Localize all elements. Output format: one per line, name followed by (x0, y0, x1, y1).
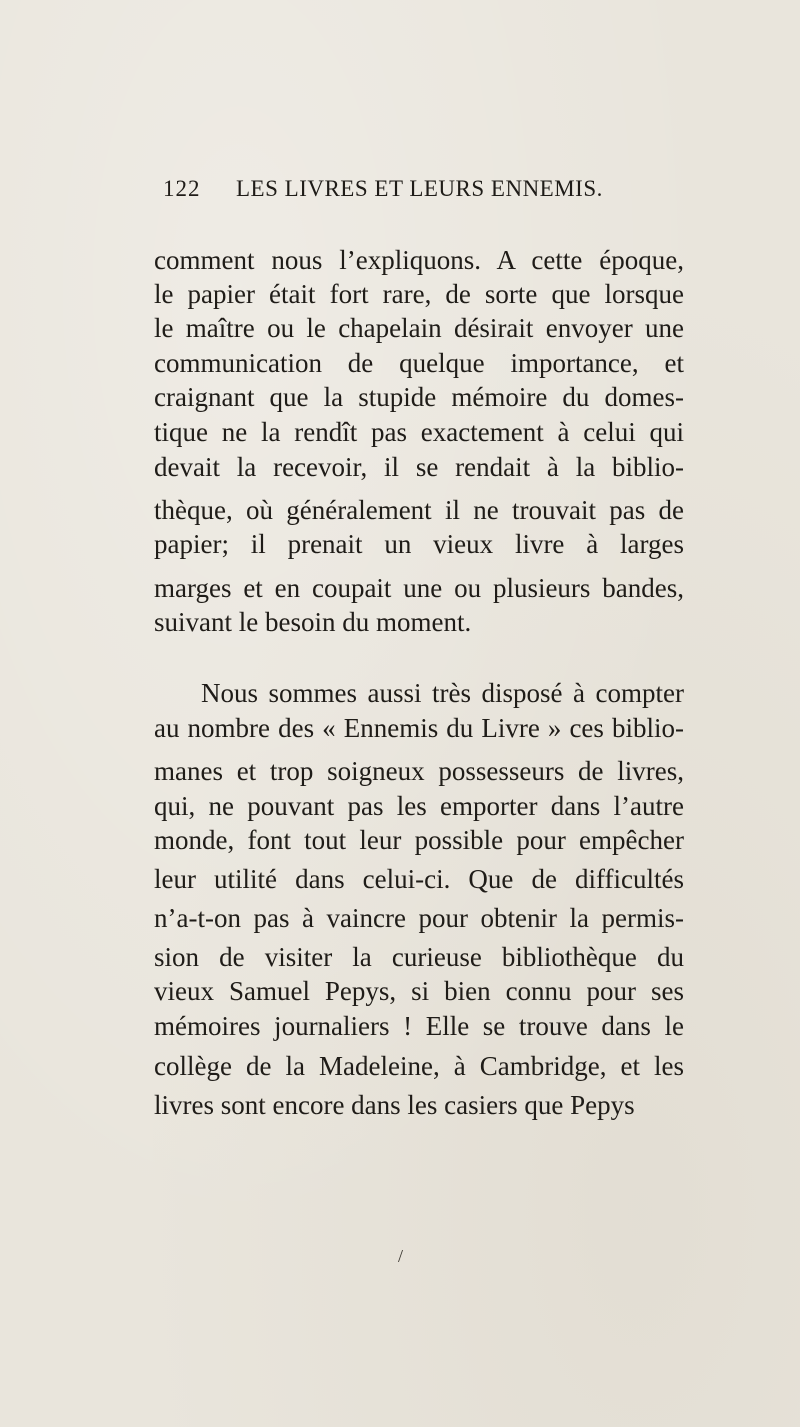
running-title: LES LIVRES ET LEURS ENNEMIS. (236, 176, 603, 201)
text-line: manes et trop soigneux possesseurs de livres, (154, 756, 684, 786)
text-line: papier; il prenait un vieux livre à larges (154, 529, 684, 559)
text-line: Nous sommes aussi très disposé à compter (201, 678, 684, 708)
text-line: monde, font tout leur possible pour empêcher (154, 825, 684, 855)
text-line: suivant le besoin du moment. (154, 607, 472, 637)
text-line: vieux Samuel Pepys, si bien connu pour ses (154, 976, 684, 1006)
text-line: mémoires journaliers ! Elle se trouve dans le (154, 1011, 684, 1041)
text-line: livres sont encore dans les casiers que Pepys (154, 1090, 635, 1120)
text-line: devait la recevoir, il se rendait à la biblio- (154, 452, 684, 482)
text-line: comment nous l’expliquons. A cette époque, (154, 245, 684, 275)
text-line: collège de la Madeleine, à Cambridge, et les (154, 1051, 684, 1081)
text-line: craignant que la stupide mémoire du domes- (154, 382, 684, 412)
text-line: leur utilité dans celui-ci. Que de difficultés (154, 864, 684, 894)
text-line: le maître ou le chapelain désirait envoyer une (154, 313, 684, 343)
text-line: sion de visiter la curieuse bibliothèque du (154, 942, 684, 972)
text-line: qui, ne pouvant pas les emporter dans l’autre (154, 791, 684, 821)
text-line: n’a-t-on pas à vaincre pour obtenir la permis- (154, 903, 684, 933)
text-line: communication de quelque importance, et (154, 348, 684, 378)
text-line: thèque, où généralement il ne trouvait pas de (154, 495, 684, 525)
page-number: 122 (163, 176, 201, 201)
footer-mark: / (398, 1246, 404, 1266)
text-line: marges et en coupait une ou plusieurs bandes, (154, 573, 684, 603)
text-line: au nombre des « Ennemis du Livre » ces biblio- (154, 713, 684, 743)
text-line: tique ne la rendît pas exactement à celui qui (154, 417, 684, 447)
text-line: le papier était fort rare, de sorte que lorsque (154, 279, 684, 309)
